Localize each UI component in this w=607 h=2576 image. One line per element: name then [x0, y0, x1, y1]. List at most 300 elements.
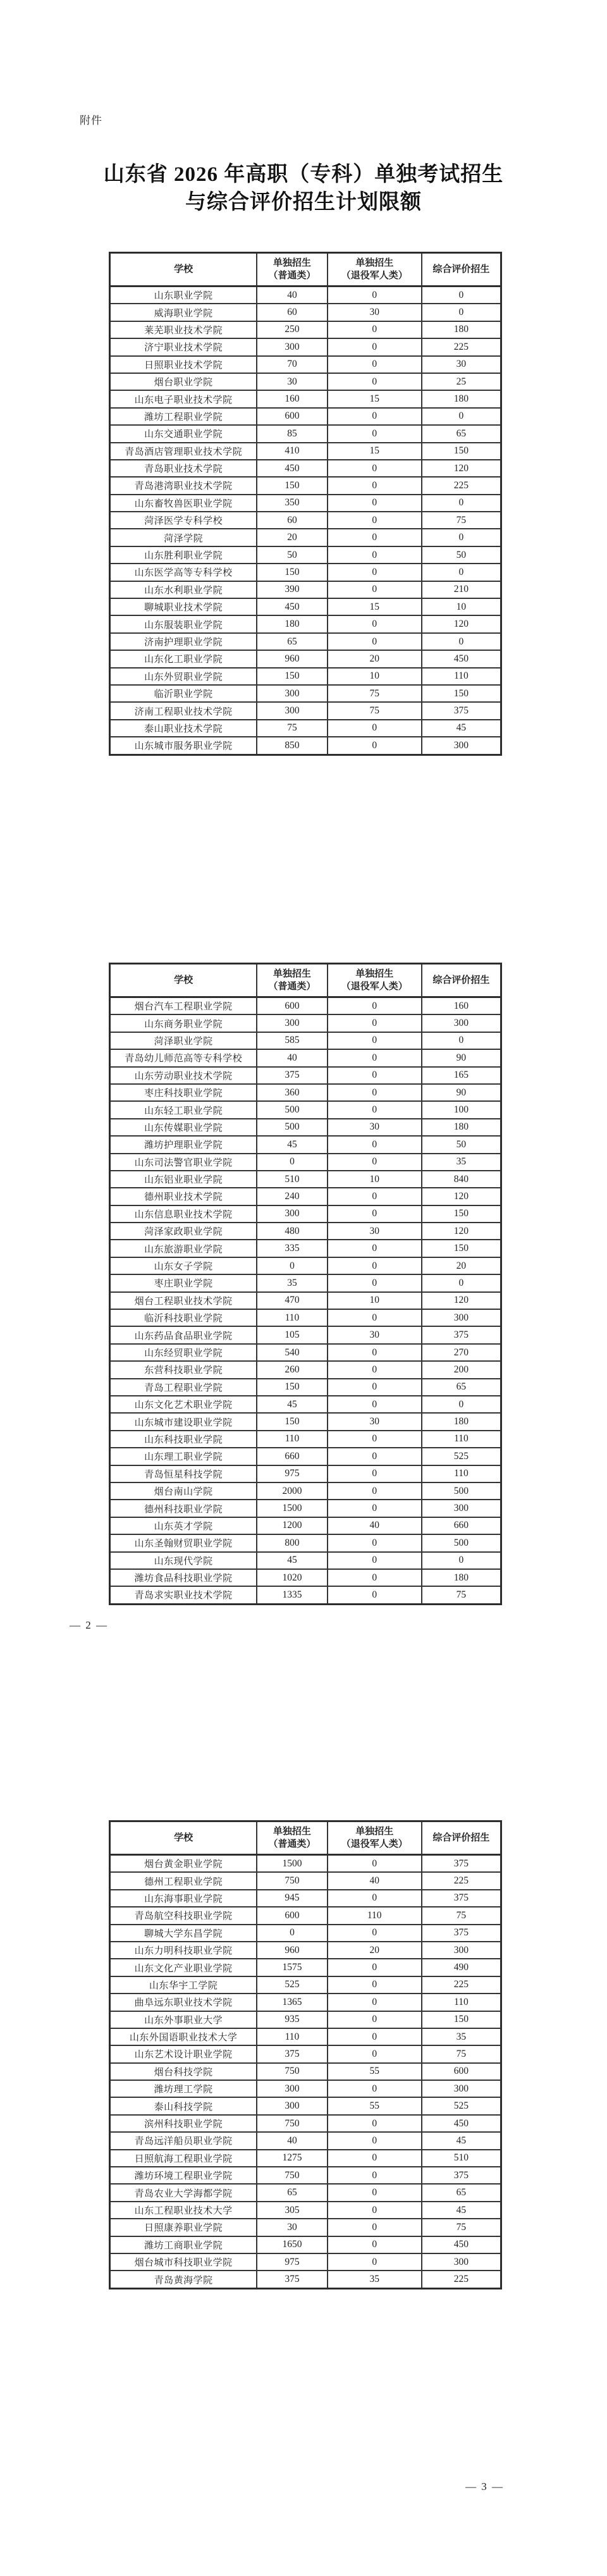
header-line: 单独招生	[273, 1826, 311, 1837]
school-name: 山东药品食品职业学院	[110, 1326, 257, 1343]
quota-value: 0	[328, 2253, 422, 2271]
quota-value: 150	[257, 1413, 327, 1430]
column-header-separate-general	[257, 253, 327, 287]
quota-value: 300	[257, 702, 327, 719]
quota-value: 0	[328, 546, 422, 564]
table-row	[110, 1586, 501, 1604]
header-line: （退役军人类）	[341, 1839, 408, 1849]
quota-value: 2000	[257, 1482, 327, 1500]
quota-value: 0	[328, 1994, 422, 2011]
table-row	[110, 1049, 501, 1066]
table-row	[110, 1379, 501, 1396]
quota-value: 0	[328, 1205, 422, 1223]
quota-value: 0	[328, 287, 422, 304]
table-row	[110, 1292, 501, 1309]
quota-value: 30	[328, 1326, 422, 1343]
quota-value: 0	[328, 373, 422, 390]
quota-value: 45	[422, 2132, 501, 2149]
quota-value: 525	[257, 1976, 327, 1994]
quota-value: 945	[257, 1890, 327, 1907]
quota-value: 35	[328, 2271, 422, 2288]
quota-value: 500	[422, 1482, 501, 1500]
quota-value: 0	[328, 338, 422, 355]
quota-value: 450	[422, 2115, 501, 2132]
table-row	[110, 1171, 501, 1188]
quota-value: 375	[422, 702, 501, 719]
school-name: 潍坊护理职业学院	[110, 1136, 257, 1153]
table-row	[110, 1188, 501, 1205]
school-name: 潍坊工程职业学院	[110, 408, 257, 425]
quota-value: 0	[328, 1976, 422, 1994]
quota-value: 150	[257, 477, 327, 494]
quota-value: 0	[257, 1925, 327, 1942]
quota-value: 75	[422, 2219, 501, 2236]
school-name: 山东服装职业学院	[110, 615, 257, 632]
table-row	[110, 1067, 501, 1084]
table-1-header	[110, 253, 501, 287]
quota-value: 0	[328, 1344, 422, 1361]
quota-value: 0	[328, 1959, 422, 1976]
quota-value: 50	[422, 1136, 501, 1153]
quota-value: 300	[422, 737, 501, 755]
quota-value: 410	[257, 443, 327, 460]
table-row	[110, 2253, 501, 2271]
school-name: 青岛黄海学院	[110, 2271, 257, 2288]
quota-value: 65	[422, 1379, 501, 1396]
quota-value: 750	[257, 2167, 327, 2184]
school-name: 青岛职业技术学院	[110, 460, 257, 477]
table-row	[110, 1925, 501, 1942]
table-row	[110, 2219, 501, 2236]
quota-value: 0	[328, 564, 422, 581]
quota-value: 225	[422, 338, 501, 355]
quota-value: 750	[257, 1872, 327, 1889]
column-header-separate-veteran	[328, 964, 422, 997]
quota-value: 0	[422, 287, 501, 304]
quota-value: 300	[257, 1014, 327, 1032]
quota-value: 375	[422, 1890, 501, 1907]
table-row	[110, 529, 501, 546]
quota-value: 110	[328, 1907, 422, 1924]
table-row	[110, 443, 501, 460]
quota-value: 150	[257, 1379, 327, 1396]
quota-value: 110	[422, 668, 501, 685]
table-row	[110, 2011, 501, 2028]
quota-value: 1365	[257, 1994, 327, 2011]
school-name: 临沂职业学院	[110, 685, 257, 702]
quota-value: 510	[422, 2150, 501, 2167]
school-name: 山东现代学院	[110, 1552, 257, 1569]
quota-value: 35	[257, 1274, 327, 1291]
table-row	[110, 1907, 501, 1924]
quota-value: 160	[257, 390, 327, 407]
quota-value: 0	[328, 1925, 422, 1942]
attachment-label: 附件	[80, 114, 102, 126]
quota-value: 1650	[257, 2236, 327, 2253]
quota-value: 0	[328, 1154, 422, 1171]
quota-value: 375	[257, 2045, 327, 2062]
quota-value: 0	[328, 1569, 422, 1586]
quota-value: 0	[328, 1274, 422, 1291]
school-name: 山东科技职业学院	[110, 1431, 257, 1448]
quota-value: 85	[257, 425, 327, 442]
quota-value: 0	[328, 2115, 422, 2132]
quota-value: 935	[257, 2011, 327, 2028]
quota-value: 300	[422, 1942, 501, 1959]
header-line: 单独招生	[355, 257, 394, 268]
table-row	[110, 546, 501, 564]
quota-value: 490	[422, 1959, 501, 1976]
quota-value: 0	[328, 321, 422, 338]
quota-value: 40	[328, 1517, 422, 1534]
quota-value: 960	[257, 1942, 327, 1959]
school-name: 山东城市建设职业学院	[110, 1413, 257, 1430]
school-name: 潍坊工商职业学院	[110, 2236, 257, 2253]
school-name: 济南护理职业学院	[110, 633, 257, 650]
quota-value: 45	[257, 1396, 327, 1413]
school-name: 山东司法警官职业学院	[110, 1154, 257, 1171]
table-row	[110, 650, 501, 667]
table-row	[110, 321, 501, 338]
quota-value: 75	[328, 702, 422, 719]
school-name: 烟台科技学院	[110, 2063, 257, 2080]
quota-value: 1500	[257, 1500, 327, 1517]
table-row	[110, 1569, 501, 1586]
table-row	[110, 2150, 501, 2167]
quota-value: 300	[422, 1309, 501, 1326]
school-name: 山东化工职业学院	[110, 650, 257, 667]
quota-value: 240	[257, 1188, 327, 1205]
table-row	[110, 2271, 501, 2288]
quota-value: 0	[328, 2167, 422, 2184]
table-row	[110, 477, 501, 494]
column-header-separate-veteran	[328, 253, 422, 287]
quota-value: 60	[257, 512, 327, 529]
quota-value: 300	[422, 2253, 501, 2271]
table-row	[110, 1032, 501, 1049]
quota-value: 525	[422, 1448, 501, 1465]
school-name: 山东水利职业学院	[110, 581, 257, 598]
school-name: 青岛酒店管理职业技术学院	[110, 443, 257, 460]
school-name: 菏泽学院	[110, 529, 257, 546]
school-name: 青岛求实职业技术学院	[110, 1586, 257, 1604]
table-row	[110, 373, 501, 390]
quota-value: 0	[328, 1431, 422, 1448]
table-row	[110, 1413, 501, 1430]
table-row	[110, 2028, 501, 2045]
table-row	[110, 737, 501, 755]
school-name: 枣庄职业学院	[110, 1274, 257, 1291]
quota-value: 510	[257, 1171, 327, 1188]
quota-value: 30	[328, 304, 422, 321]
quota-value: 15	[328, 443, 422, 460]
table-row	[110, 1101, 501, 1118]
quota-value: 450	[422, 650, 501, 667]
table-row	[110, 460, 501, 477]
quota-value: 350	[257, 495, 327, 512]
quota-value: 65	[422, 425, 501, 442]
school-name: 山东经贸职业学院	[110, 1344, 257, 1361]
table-row	[110, 1223, 501, 1240]
column-header-school: 学校	[110, 253, 257, 287]
school-name: 山东圣翰财贸职业学院	[110, 1534, 257, 1551]
school-name: 山东传媒职业学院	[110, 1119, 257, 1136]
quota-value: 1275	[257, 2150, 327, 2167]
quota-value: 375	[257, 2271, 327, 2288]
quota-value: 55	[328, 2097, 422, 2114]
quota-value: 300	[257, 2080, 327, 2097]
quota-value: 260	[257, 1361, 327, 1378]
quota-value: 210	[422, 581, 501, 598]
table-row	[110, 1326, 501, 1343]
quota-value: 110	[257, 1431, 327, 1448]
quota-value: 0	[328, 1240, 422, 1257]
quota-value: 0	[328, 1084, 422, 1101]
quota-value: 10	[328, 1292, 422, 1309]
table-row	[110, 2115, 501, 2132]
table-3-body	[110, 1855, 501, 2289]
quota-value: 180	[422, 1413, 501, 1430]
quota-value: 0	[328, 1482, 422, 1500]
quota-value: 30	[328, 1223, 422, 1240]
table-row	[110, 1119, 501, 1136]
quota-value: 0	[328, 1014, 422, 1032]
quota-value: 0	[328, 460, 422, 477]
quota-value: 40	[257, 1049, 327, 1066]
header-line: 单独招生	[273, 257, 311, 268]
quota-value: 525	[422, 2097, 501, 2114]
quota-value: 10	[422, 598, 501, 615]
quota-value: 180	[422, 1569, 501, 1586]
document-title	[0, 161, 607, 216]
quota-value: 20	[422, 1257, 501, 1274]
quota-value: 600	[257, 408, 327, 425]
school-name: 青岛远洋船员职业学院	[110, 2132, 257, 2149]
header-line: （普通类）	[268, 981, 316, 992]
quota-value: 110	[257, 1309, 327, 1326]
quota-value: 0	[328, 1855, 422, 1873]
quota-value: 0	[422, 529, 501, 546]
quota-value: 225	[422, 477, 501, 494]
school-name: 烟台城市科技职业学院	[110, 2253, 257, 2271]
quota-value: 120	[422, 1223, 501, 1240]
school-name: 山东文化产业职业学院	[110, 1959, 257, 1976]
quota-value: 15	[328, 598, 422, 615]
quota-value: 0	[328, 1586, 422, 1604]
quota-value: 0	[422, 564, 501, 581]
quota-value: 0	[328, 2045, 422, 2062]
quota-value: 0	[328, 1049, 422, 1066]
school-name: 山东华宇工学院	[110, 1976, 257, 1994]
quota-value: 35	[422, 2028, 501, 2045]
title-line-2: 与综合评价招生计划限额	[185, 191, 422, 214]
school-name: 山东劳动职业技术学院	[110, 1067, 257, 1084]
school-name: 临沂科技职业学院	[110, 1309, 257, 1326]
quota-value: 0	[328, 1309, 422, 1326]
quota-value: 0	[328, 1534, 422, 1551]
quota-value: 0	[328, 997, 422, 1015]
quota-value: 90	[422, 1049, 501, 1066]
quota-value: 1500	[257, 1855, 327, 1873]
quota-value: 840	[422, 1171, 501, 1188]
quota-value: 375	[422, 1326, 501, 1343]
table-row	[110, 1482, 501, 1500]
table-row	[110, 2045, 501, 2062]
quota-value: 40	[257, 2132, 327, 2149]
school-name: 山东外贸职业学院	[110, 668, 257, 685]
table-row	[110, 1976, 501, 1994]
header-line: （普通类）	[268, 1839, 316, 1849]
quota-value: 225	[422, 1872, 501, 1889]
school-name: 德州职业技术学院	[110, 1188, 257, 1205]
column-header-separate-general	[257, 964, 327, 997]
quota-value: 180	[422, 390, 501, 407]
quota-value: 40	[328, 1872, 422, 1889]
school-name: 山东外国语职业技术大学	[110, 2028, 257, 2045]
quota-value: 0	[328, 2080, 422, 2097]
quota-value: 0	[328, 2028, 422, 2045]
school-name: 山东铝业职业学院	[110, 1171, 257, 1188]
school-name: 烟台工程职业技术学院	[110, 1292, 257, 1309]
quota-value: 0	[328, 477, 422, 494]
table-row	[110, 1465, 501, 1482]
quota-value: 50	[422, 546, 501, 564]
quota-value: 0	[422, 408, 501, 425]
table-row	[110, 1500, 501, 1517]
school-name: 菏泽医学专科学校	[110, 512, 257, 529]
table-row	[110, 564, 501, 581]
school-name: 山东城市服务职业学院	[110, 737, 257, 755]
quota-value: 0	[328, 1448, 422, 1465]
table-row	[110, 685, 501, 702]
quota-value: 180	[257, 615, 327, 632]
quota-value: 250	[257, 321, 327, 338]
header-line: （退役军人类）	[341, 270, 408, 281]
quota-value: 120	[422, 460, 501, 477]
quota-value: 150	[257, 564, 327, 581]
table-row	[110, 1136, 501, 1153]
quota-value: 25	[422, 373, 501, 390]
quota-value: 75	[328, 685, 422, 702]
school-name: 聊城大学东昌学院	[110, 1925, 257, 1942]
quota-value: 375	[422, 1925, 501, 1942]
page-number-3: — 3 —	[465, 2480, 504, 2493]
table-row	[110, 1431, 501, 1448]
school-name: 滨州科技职业学院	[110, 2115, 257, 2132]
quota-value: 300	[257, 1205, 327, 1223]
column-header-separate-veteran	[328, 1821, 422, 1855]
quota-value: 110	[422, 1431, 501, 1448]
school-name: 东营科技职业学院	[110, 1361, 257, 1378]
school-name: 山东力明科技职业学院	[110, 1942, 257, 1959]
quota-value: 10	[328, 1171, 422, 1188]
quota-value: 0	[328, 1136, 422, 1153]
quota-value: 450	[257, 598, 327, 615]
quota-table-3	[109, 1820, 502, 2289]
header-line: 单独招生	[273, 968, 311, 979]
table-row	[110, 1890, 501, 1907]
school-name: 青岛农业大学海都学院	[110, 2184, 257, 2201]
table-row	[110, 1872, 501, 1889]
quota-value: 375	[257, 1067, 327, 1084]
column-header-school: 学校	[110, 964, 257, 997]
table-1-body	[110, 287, 501, 755]
quota-value: 375	[422, 1855, 501, 1873]
table-row	[110, 1205, 501, 1223]
quota-value: 660	[257, 1448, 327, 1465]
table-row	[110, 2132, 501, 2149]
quota-value: 0	[328, 1396, 422, 1413]
quota-value: 270	[422, 1344, 501, 1361]
quota-value: 375	[422, 2167, 501, 2184]
quota-value: 0	[328, 495, 422, 512]
quota-value: 30	[257, 2219, 327, 2236]
table-row	[110, 1942, 501, 1959]
quota-value: 0	[422, 633, 501, 650]
school-name: 山东文化艺术职业学院	[110, 1396, 257, 1413]
table-row	[110, 1274, 501, 1291]
table-row	[110, 1396, 501, 1413]
quota-value: 600	[422, 2063, 501, 2080]
table-row	[110, 668, 501, 685]
table-row	[110, 2202, 501, 2219]
school-name: 德州科技职业学院	[110, 1500, 257, 1517]
quota-value: 600	[257, 1907, 327, 1924]
quota-value: 300	[422, 2080, 501, 2097]
school-name: 青岛航空科技职业学院	[110, 1907, 257, 1924]
quota-value: 0	[328, 1465, 422, 1482]
table-row	[110, 2063, 501, 2080]
table-row	[110, 1517, 501, 1534]
title-line-1: 山东省 2026 年高职（专科）单独考试招生	[103, 163, 504, 186]
table-row	[110, 997, 501, 1015]
quota-value: 30	[328, 1413, 422, 1430]
table-row	[110, 1994, 501, 2011]
table-2-header	[110, 964, 501, 997]
page-number-2: — 2 —	[70, 1619, 108, 1631]
quota-value: 0	[328, 2150, 422, 2167]
quota-value: 65	[422, 2184, 501, 2201]
table-row	[110, 2184, 501, 2201]
table-row	[110, 1448, 501, 1465]
table-row	[110, 581, 501, 598]
school-name: 山东海事职业学院	[110, 1890, 257, 1907]
school-name: 日照康养职业学院	[110, 2219, 257, 2236]
quota-value: 500	[257, 1101, 327, 1118]
table-row	[110, 304, 501, 321]
school-name: 山东医学高等专科学校	[110, 564, 257, 581]
table-row	[110, 2097, 501, 2114]
table-row	[110, 1084, 501, 1101]
quota-value: 50	[257, 546, 327, 564]
quota-table-1	[109, 252, 502, 756]
quota-value: 0	[328, 1188, 422, 1205]
quota-value: 540	[257, 1344, 327, 1361]
school-name: 烟台职业学院	[110, 373, 257, 390]
table-row	[110, 633, 501, 650]
header-line: （普通类）	[268, 270, 316, 281]
school-name: 山东交通职业学院	[110, 425, 257, 442]
quota-value: 300	[257, 685, 327, 702]
quota-value: 0	[422, 1396, 501, 1413]
table-row	[110, 408, 501, 425]
column-header-comprehensive: 综合评价招生	[422, 964, 501, 997]
school-name: 山东电子职业技术学院	[110, 390, 257, 407]
quota-value: 20	[257, 529, 327, 546]
quota-value: 75	[257, 720, 327, 737]
quota-value: 0	[328, 2011, 422, 2028]
quota-value: 0	[328, 408, 422, 425]
